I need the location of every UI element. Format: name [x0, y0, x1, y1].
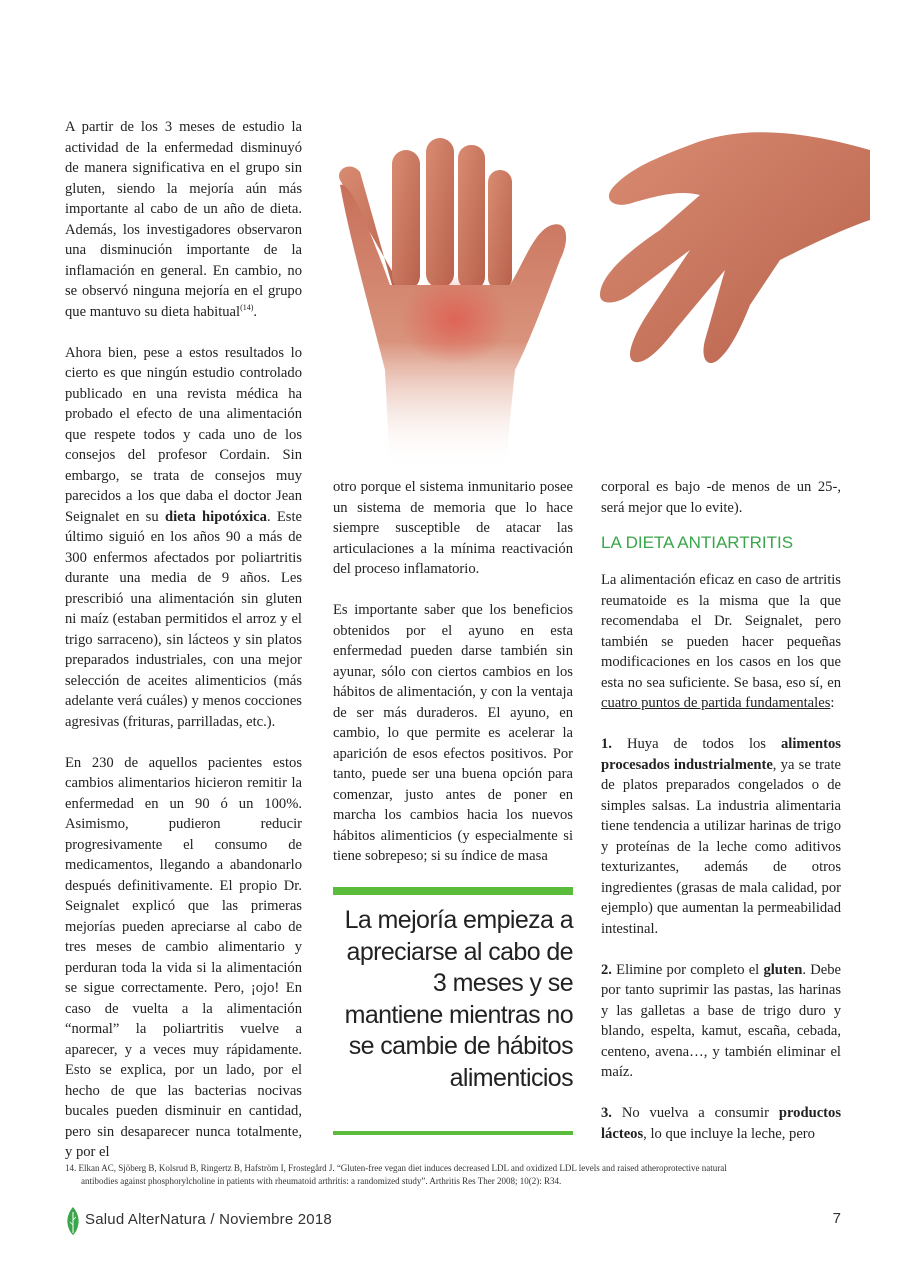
footnote-line: antibodies against phosphorylcholine in patients with rheumatoid arthritis: a randomized study”. Arthritis Res Ther 2008; 10(2): R34. — [81, 1175, 562, 1186]
text: . Debe por tanto suprimir las pastas, las harinas y las galletas a base de trigo duro y blando, espelta, kamut, escaña, cebada, centeno, avena…, y también eliminar el maíz. — [601, 961, 841, 1080]
list-item — [601, 734, 841, 939]
text: . — [253, 303, 258, 320]
text: . Este último siguió en los años 90 a más de 300 enfermos afectados por poliartritis durante una media de 9 años. Les prescribió una alimentación sin gluten ni maíz (estaban permitidos el arroz y el trigo sarraceno), sin lácteos y sin platos preparados industriales, con una mejor selección de aceites alimenticios (más adelante verá cuáles) y menos cocciones agresivas (frituras, parrilladas, etc.). — [65, 508, 302, 730]
text: : — [830, 695, 835, 711]
item-number: 2. — [601, 961, 612, 978]
item-number: 3. — [601, 1105, 612, 1121]
paragraph — [65, 753, 302, 1163]
text: , ya se trate de platos preparados congelados o de simples salsas. La industria alimentaria tiene tendencia a utilizar harinas de trigo y proteínas de la leche como aditivos texturizantes, además de otros ingredientes (grasas de mala calidad, por ejemplo) que aumentan la permeabilidad intestinal. — [601, 756, 841, 937]
text: A partir de los 3 meses de estudio la actividad de la enfermedad disminuyó de manera significativa en el grupo sin gluten, siendo la mejoría aún más importante al cabo de un año de dieta. Además, los investigadores observaron una disminución importante de la inflamación en general. En cambio, no se observó ninguna mejoría en el grupo que mantuvo su dieta habitual — [65, 119, 302, 320]
bold-term: alimentos procesados industrialmente — [601, 736, 841, 773]
item-number: 1. — [601, 736, 612, 752]
list-item — [601, 960, 841, 1083]
footnote — [65, 1162, 845, 1187]
column-1 — [65, 117, 302, 1183]
bold-term: productos lácteos — [601, 1105, 842, 1142]
paragraph — [65, 343, 302, 733]
magazine-issue: Salud AlterNatura / Noviembre 2018 — [85, 1211, 332, 1228]
text: Ahora bien, pese a estos resultados lo cierto es que ningún estudio controlado publicado en una revista médica ha probado el efecto de una alimentación que respete todos y cada uno de los consejos del profesor Cordain. Sin embargo, se trata de consejos muy parecidos a los que daba el doctor Jean Seignalet en su — [65, 344, 302, 525]
text: En 230 de aquellos pacientes estos cambios alimentarios hicieron remitir la enfermedad en un 90 ó un 100%. Asimismo, pudieron reducir progresivamente el consumo de medicamentos, llegando a abandonarlo después definitivamente. El propio Dr. Seignalet explicó que las primeras mejorías pueden apreciarse al cabo de tres meses de cambio alimentario y perduran toda la vida si la alimentación se sigue correctamente. Pero, ¡ojo! En caso de vuelta a la alimentación “normal” la poliartritis vuelve a aparecer, y a veces muy rápidamente. Esto se explica, por un lado, por el hecho de que las bacterias nocivas bucales pueden disminuir en cantidad, pero sin desaparecer nunca totalmente, y por el — [65, 754, 302, 1160]
paragraph: corporal es bajo -de menos de un 25-, será mejor que lo evite). — [601, 479, 841, 516]
pull-quote — [333, 887, 573, 1137]
text: Huya de todos los — [626, 736, 766, 752]
text: La alimentación eficaz en caso de artritis reumatoide es la misma que la que recomendaba el Dr. Seignalet, pero también se pueden hacer pequeñas modificaciones en los casos en los que esta no sea suficiente. Se basa, eso sí, en — [601, 572, 841, 691]
pull-quote-bottom-bar — [333, 1131, 573, 1135]
page-number: 7 — [832, 1210, 841, 1227]
paragraph: otro porque el sistema inmunitario posee un sistema de memoria que lo hace siempre susceptible de atacar las articulaciones a la mínima reactivación del proceso inflamatorio. — [333, 479, 573, 577]
paragraph — [601, 570, 841, 714]
footnote-ref[interactable]: (14) — [240, 302, 254, 312]
text: , lo que incluye la leche, pero — [643, 1125, 815, 1142]
paragraph: Es importante saber que los beneficios obtenidos por el ayuno en esta enfermedad pueden darse también sin ayunar, sólo con ciertos cambios en los hábitos de alimentación, y con la ventaja de ser más duraderos. El ayuno, en cambio, lo que permite es acelerar la aparición de esos efectos positivos. Por tanto, puede ser una buena opción para comenzar, justo antes de poner en marcha los cambios hacia los nuevos hábitos alimenticios (y especialmente si tiene sobrepeso; si su índice de masa — [333, 602, 573, 864]
list-item — [601, 1103, 841, 1144]
right-hand — [600, 132, 870, 363]
column-3 — [601, 477, 841, 1165]
footnote-line: 14. Elkan AC, Sjöberg B, Kolsrud B, Ringertz B, Hafström I, Frostegård J. “Gluten-free vegan diet induces decreased LDL and oxidized LDL levels and raised atheroprotective natural — [65, 1163, 727, 1173]
left-hand — [339, 138, 566, 470]
paragraph — [65, 117, 302, 322]
section-heading: LA DIETA ANTIARTRITIS — [601, 533, 794, 552]
pull-quote-top-bar — [333, 887, 573, 895]
hands-illustration — [330, 110, 870, 470]
underlined-text: cuatro puntos de partida fundamentales — [601, 695, 831, 711]
column-2 — [333, 477, 573, 887]
page-footer — [65, 1206, 845, 1236]
pull-quote-text: La mejoría empieza a apreciarse al cabo de 3 meses y se mantiene mientras no se cambie de hábitos alimenticios — [344, 906, 573, 1092]
bold-term: dieta hipotóxica — [164, 508, 267, 525]
leaf-logo-icon — [65, 1206, 81, 1236]
bold-term: gluten — [763, 961, 803, 978]
text: Elimine por completo el — [616, 961, 760, 978]
text: No vuelva a consumir — [621, 1105, 769, 1121]
